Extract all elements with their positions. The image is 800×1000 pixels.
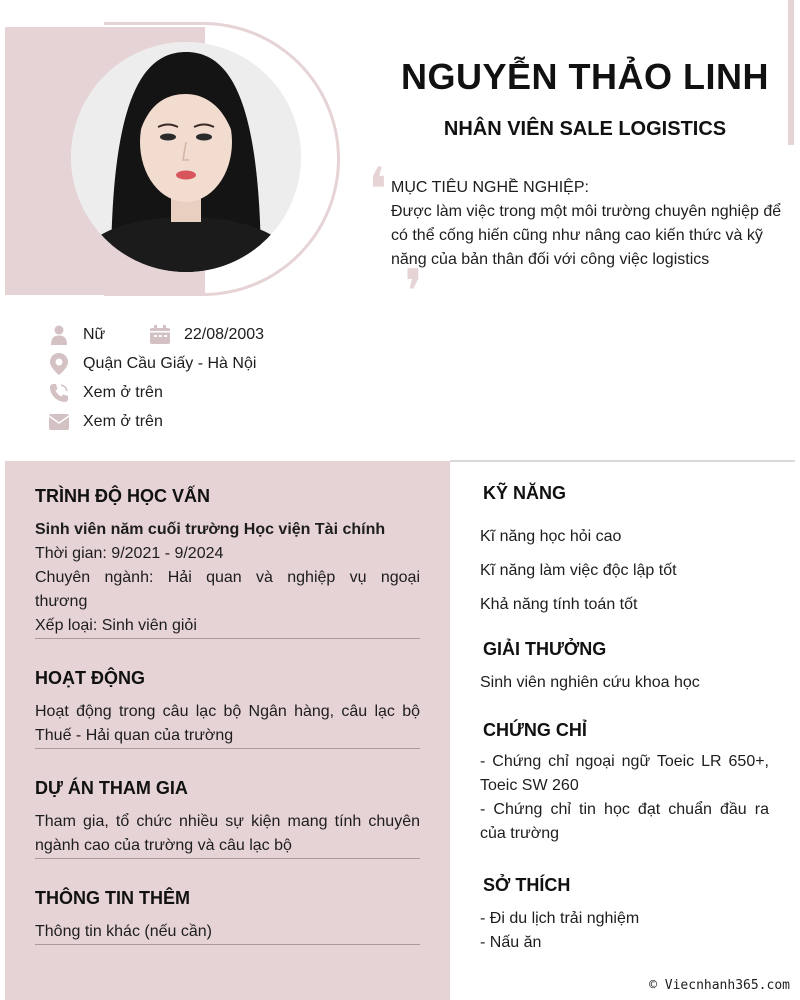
quote-close-icon: ❜	[404, 257, 424, 327]
email-row	[48, 411, 163, 433]
top-divider	[450, 460, 795, 462]
section-divider	[35, 944, 420, 945]
objective-text: Được làm việc trong một môi trường chuyên nghiệp để có thể cống hiến cũng như nâng cao kiến thức và kỹ năng của bản thân đối với công việc logistics	[391, 203, 782, 268]
calendar-icon	[149, 324, 171, 346]
section-divider	[35, 748, 420, 749]
address-row	[48, 353, 256, 375]
activities-text: Hoạt động trong câu lạc bộ Ngân hàng, câu lạc bộ Thuế - Hải quan của trường	[35, 703, 420, 744]
hobby-item: - Đi du lịch trải nghiệm	[480, 910, 640, 927]
gender-row	[48, 324, 105, 346]
skill-item: Kĩ năng học hỏi cao	[480, 528, 622, 545]
projects-text: Tham gia, tổ chức nhiều sự kiện mang tính chuyên ngành cao của trường và câu lạc bộ	[35, 813, 420, 854]
skills-title: KỸ NĂNG	[483, 483, 567, 503]
birthdate-row	[149, 324, 264, 346]
education-major: Chuyên ngành: Hải quan và nghiệp vụ ngoại thương	[35, 569, 420, 610]
birthdate-value: 22/08/2003	[184, 326, 265, 343]
projects-title: DỰ ÁN THAM GIA	[35, 778, 188, 798]
section-divider	[35, 858, 420, 859]
phone-value: Xem ở trên	[83, 384, 163, 401]
hobby-item: - Nấu ăn	[480, 934, 542, 951]
profile-photo	[71, 42, 301, 272]
certificates-title: CHỨNG CHỈ	[483, 720, 587, 740]
address-value: Quận Cầu Giấy - Hà Nội	[83, 355, 257, 372]
award-item: Sinh viên nghiên cứu khoa học	[480, 674, 700, 691]
section-divider	[35, 638, 420, 639]
more-info-text: Thông tin khác (nếu cần)	[35, 923, 212, 940]
skill-item: Kĩ năng làm việc độc lập tốt	[480, 562, 677, 579]
more-info-title: THÔNG TIN THÊM	[35, 888, 190, 908]
hobbies-title: SỞ THÍCH	[483, 875, 571, 895]
gender-value: Nữ	[83, 326, 106, 343]
activities-title: HOẠT ĐỘNG	[35, 668, 145, 688]
quote-open-icon: ❛	[368, 155, 388, 225]
email-value: Xem ở trên	[83, 413, 163, 430]
phone-icon	[48, 382, 70, 404]
phone-row	[48, 382, 163, 404]
portrait-illustration	[71, 42, 301, 272]
certificate-item: - Chứng chỉ ngoại ngữ Toeic LR 650+, Toeic SW 260	[480, 753, 769, 794]
objective-label: MỤC TIÊU NGHỀ NGHIỆP:	[391, 179, 589, 196]
email-icon	[48, 411, 70, 433]
education-grade: Xếp loại: Sinh viên giỏi	[35, 617, 197, 634]
location-icon	[48, 353, 70, 375]
user-icon	[48, 324, 70, 346]
education-title: TRÌNH ĐỘ HỌC VẤN	[35, 486, 210, 506]
job-title: NHÂN VIÊN SALE LOGISTICS	[443, 118, 727, 140]
skill-item: Khả năng tính toán tốt	[480, 596, 638, 613]
education-time: Thời gian: 9/2021 - 9/2024	[35, 545, 224, 562]
career-objective	[391, 176, 787, 272]
candidate-name: NGUYỄN THẢO LINH	[401, 56, 769, 97]
education-school: Sinh viên năm cuối trường Học viện Tài chính	[35, 521, 386, 538]
footer-watermark: © Viecnhanh365.com	[649, 978, 790, 993]
certificate-item: - Chứng chỉ tin học đạt chuẩn đầu ra của trường	[480, 801, 769, 842]
awards-title: GIẢI THƯỞNG	[483, 639, 607, 659]
